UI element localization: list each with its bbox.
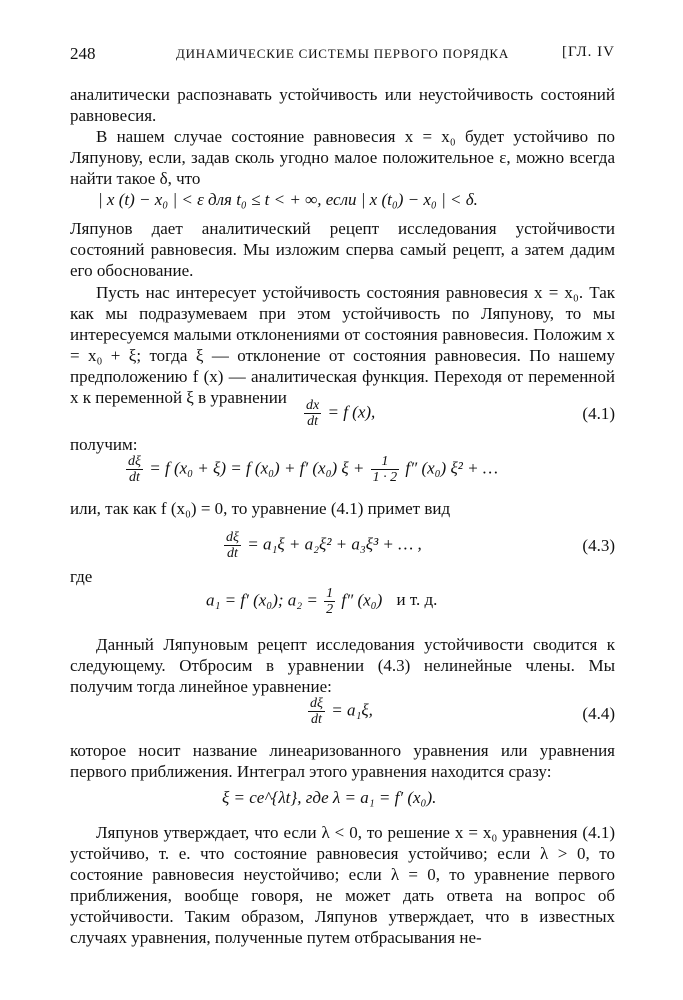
- fraction-one-over-one-two: $\frac{1}{1 \cdot 2}$: [372, 454, 398, 485]
- paragraph-4: Пусть нас интересует устойчивость состояния равновесия x = x₀. Так как мы подразумеваем при этом устойчивость по Ляпунову, то мы интересуемся малыми отклонениями от состояния равновесия. Положим x = x₀ + ξ; тогда ξ — отклонение от состояния равновесия. По нашему предположению f (x) — аналитическая функция. Переходя от переменной x к переменной ξ в уравнении: [70, 283, 615, 407]
- running-title: ДИНАМИЧЕСКИЕ СИСТЕМЫ ПЕРВОГО ПОРЯДКА: [175, 46, 510, 61]
- equation-4-1: [302, 398, 375, 429]
- page-number: 248: [70, 44, 96, 63]
- equation-4-1-rhs: = f (x),: [327, 402, 376, 422]
- equation-4-3-rhs: = a₁ξ + a₂ξ² + a₃ξ³ + … ,: [247, 534, 422, 554]
- linear-solution-equation: ξ = ce^{λt}, где λ = a₁ = f′ (x₀).: [222, 788, 437, 807]
- equation-4-1-number: (4.1): [582, 404, 615, 423]
- paragraph-5: получим:: [70, 435, 138, 454]
- and-so-on: и т. д.: [396, 590, 438, 610]
- paragraph-1: аналитически распознавать устойчивость или неустойчивость состояний равновесия.: [70, 85, 615, 125]
- paragraph-9: которое носит название линеаризованного уравнения или уравнения первого приближения. Интеграл этого уравнения находится сразу:: [70, 741, 615, 781]
- equation-4-3-number: (4.3): [582, 536, 615, 555]
- paragraph-2: В нашем случае состояние равновесия x = x₀ будет устойчиво по Ляпунову, если, задав сколь угодно малое положительное ε, можно всегда найти такое δ, что: [70, 127, 615, 188]
- chapter-label: [ГЛ. IV: [561, 44, 615, 60]
- coefficient-a1: a₁ = f′ (x₀); a₂ =: [206, 590, 318, 610]
- equation-4-3: [222, 530, 422, 561]
- paragraph-7: где: [70, 567, 93, 586]
- expansion-rhs: = f (x₀ + ξ) = f (x₀) + f′ (x₀) ξ +: [149, 458, 365, 478]
- lyapunov-condition-equation: | x (t) − x₀ | < ε для t₀ ≤ t < + ∞, если | x (t₀) − x₀ | < δ.: [98, 190, 478, 209]
- fraction-one-half: $\frac{1}{2}$: [326, 586, 334, 617]
- coefficient-a2-tail: f″ (x₀): [341, 590, 383, 610]
- paragraph-3: Ляпунов дает аналитический рецепт исследования устойчивости состояний равновесия. Мы изложим сперва самый рецепт, а затем дадим его обоснование.: [70, 219, 615, 280]
- expansion-tail: f″ (x₀) ξ² + …: [405, 458, 498, 478]
- paragraph-6: или, так как f (x₀) = 0, то уравнение (4.1) примет вид: [70, 499, 451, 518]
- equation-4-4: [306, 696, 373, 727]
- fraction-dxi-dt: $\frac{d\xi}{dt}$: [128, 454, 141, 485]
- equation-4-4-number: (4.4): [582, 704, 615, 723]
- taylor-expansion-equation: [124, 454, 498, 485]
- page-header: [70, 44, 615, 70]
- coefficients-equation: [206, 586, 437, 617]
- equation-4-4-rhs: = a₁ξ,: [331, 700, 373, 720]
- fraction-dx-dt: $\frac{dx}{dt}$: [306, 398, 320, 429]
- fraction-dxi-dt-2: $\frac{d\xi}{dt}$: [226, 530, 239, 561]
- paragraph-8: Данный Ляпуновым рецепт исследования устойчивости сводится к следующему. Отбросим в уравнении (4.3) нелинейные члены. Мы получим тогда линейное уравнение:: [70, 635, 615, 696]
- fraction-dxi-dt-3: $\frac{d\xi}{dt}$: [310, 696, 323, 727]
- paragraph-10: Ляпунов утверждает, что если λ < 0, то решение x = x₀ уравнения (4.1) устойчиво, т. е. что состояние равновесия устойчиво; если λ > 0, то состояние равновесия неустойчиво; если λ = 0, то уравнение первого приближения, вообще говоря, не может дать ответа на вопрос об устойчивости. Таким образом, Ляпунов утверждает, что в известных случаях уравнения, полученные путем отбрасывания не-: [70, 823, 615, 947]
